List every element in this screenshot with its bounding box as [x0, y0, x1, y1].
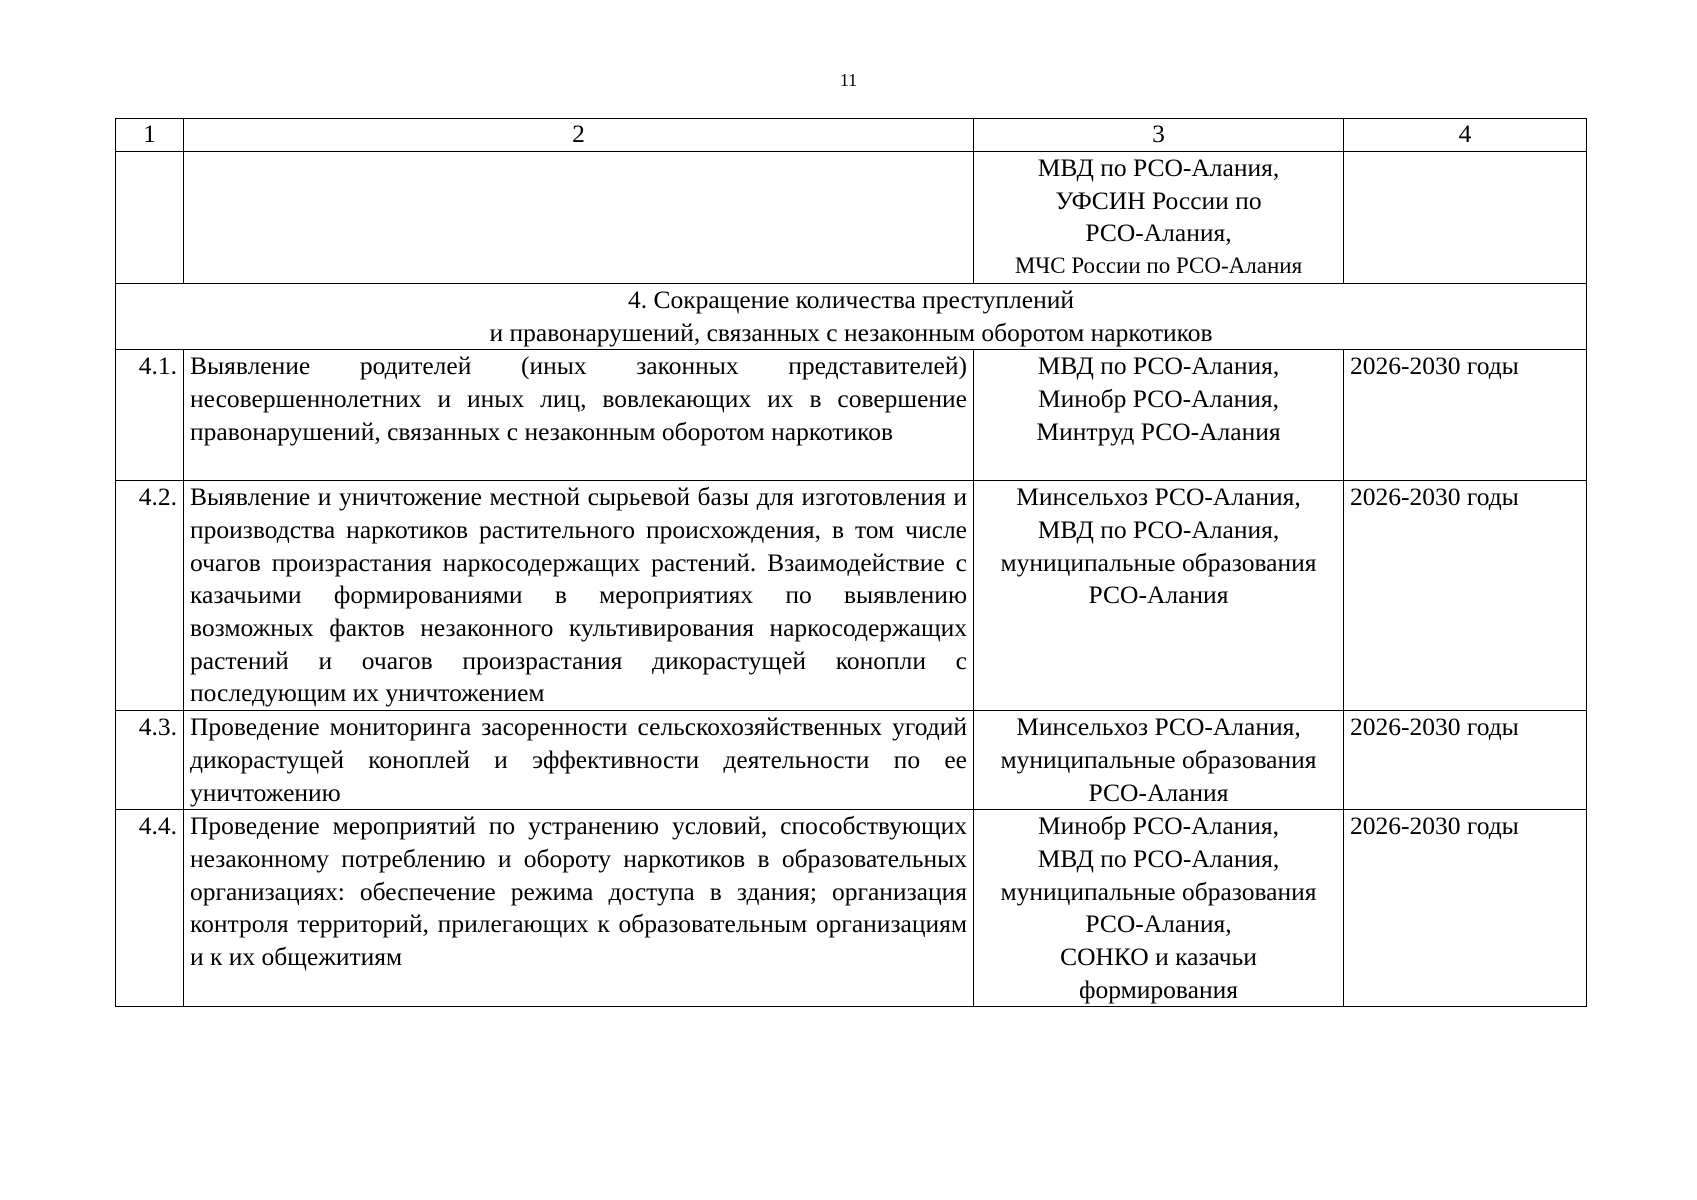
- executor-line: Минсельхоз РСО-Алания,: [1016, 712, 1301, 742]
- row-number: 4.1.: [116, 350, 184, 481]
- executor-line: Минобр РСО-Алания,: [1037, 383, 1280, 413]
- executor-line: РСО-Алания,: [1085, 218, 1232, 248]
- row-description: Проведение мониторинга засоренности сельскохозяйственных угодий дикорастущей коноплей и эффективности деятельности по ее уничтожению: [184, 711, 974, 810]
- executor-line: СОНКО и казачьи: [1060, 942, 1257, 972]
- table-header-row: [116, 119, 1587, 152]
- row-executors: [974, 481, 1344, 711]
- executor-line: муниципальные образования: [1000, 876, 1317, 906]
- table-row: [116, 481, 1587, 711]
- executor-line: муниципальные образования: [1000, 547, 1317, 577]
- executor-line: Минобр РСО-Алания,: [1037, 811, 1280, 841]
- executor-line: УФСИН России по: [1055, 185, 1262, 215]
- row-executors: [974, 810, 1344, 1007]
- table-row: [116, 350, 1587, 481]
- row-term: 2026-2030 годы: [1344, 711, 1587, 810]
- row-number: 4.3.: [116, 711, 184, 810]
- row-description: Выявление родителей (иных законных представителей) несовершеннолетних и иных лиц, вовлекающих их в совершение правонарушений, связанных с незаконным оборотом наркотиков: [184, 350, 974, 481]
- row-term: 2026-2030 годы: [1344, 481, 1587, 711]
- measures-table: [115, 118, 1587, 1007]
- section-title: [116, 283, 1587, 349]
- cell-description: [184, 152, 974, 284]
- table-row-continued: [116, 152, 1587, 284]
- executor-line: МЧС России по РСО-Алания: [1014, 253, 1303, 279]
- executor-line: РСО-Алания: [1088, 777, 1229, 807]
- cell-executors: [974, 152, 1344, 284]
- executor-line: МВД по РСО-Алания,: [1037, 153, 1280, 182]
- table-row: [116, 711, 1587, 810]
- executor-line: формирования: [1079, 974, 1238, 1004]
- row-term: 2026-2030 годы: [1344, 810, 1587, 1007]
- section-title-line-1: 4. Сокращение количества преступлений: [627, 284, 1075, 314]
- row-number: 4.2.: [116, 481, 184, 711]
- executor-line: РСО-Алания: [1088, 580, 1229, 610]
- cell-number: [116, 152, 184, 284]
- executor-line: МВД по РСО-Алания,: [1037, 843, 1280, 873]
- column-header-1: 1: [116, 119, 184, 152]
- executor-line: МВД по РСО-Алания,: [1037, 351, 1280, 381]
- column-header-3: 3: [974, 119, 1344, 152]
- executor-line: Минсельхоз РСО-Алания,: [1016, 482, 1301, 512]
- page-number: 11: [839, 70, 858, 90]
- row-number: 4.4.: [116, 810, 184, 1007]
- column-header-4: 4: [1344, 119, 1587, 152]
- cell-term: [1344, 152, 1587, 284]
- executor-line: Минтруд РСО-Алания: [1036, 416, 1281, 446]
- row-term: 2026-2030 годы: [1344, 350, 1587, 481]
- executor-line: МВД по РСО-Алания,: [1037, 514, 1280, 544]
- row-executors: [974, 711, 1344, 810]
- row-executors: [974, 350, 1344, 481]
- row-description: Проведение мероприятий по устранению условий, способствующих незаконному потреблению и обороту наркотиков в образовательных организациях: обеспечение режима доступа в здания; организация контроля территорий, прилегающих к образовательным организациям и к их общежитиям: [184, 810, 974, 1007]
- executor-line: муниципальные образования: [1000, 744, 1317, 774]
- row-description: Выявление и уничтожение местной сырьевой базы для изготовления и производства наркотиков растительного происхождения, в том числе очагов произрастания наркосодержащих растений. Взаимодействие с казачьими формированиями в мероприятиях по выявлению возможных фактов незаконного культивирования наркосодержащих растений и очагов произрастания дикорастущей конопли с последующим их уничтожением: [184, 481, 974, 711]
- section-row: [116, 283, 1587, 349]
- table-row: [116, 810, 1587, 1007]
- executor-line: РСО-Алания,: [1085, 909, 1232, 939]
- column-header-2: 2: [184, 119, 974, 152]
- section-title-line-2: и правонарушений, связанных с незаконным оборотом наркотиков: [489, 317, 1213, 347]
